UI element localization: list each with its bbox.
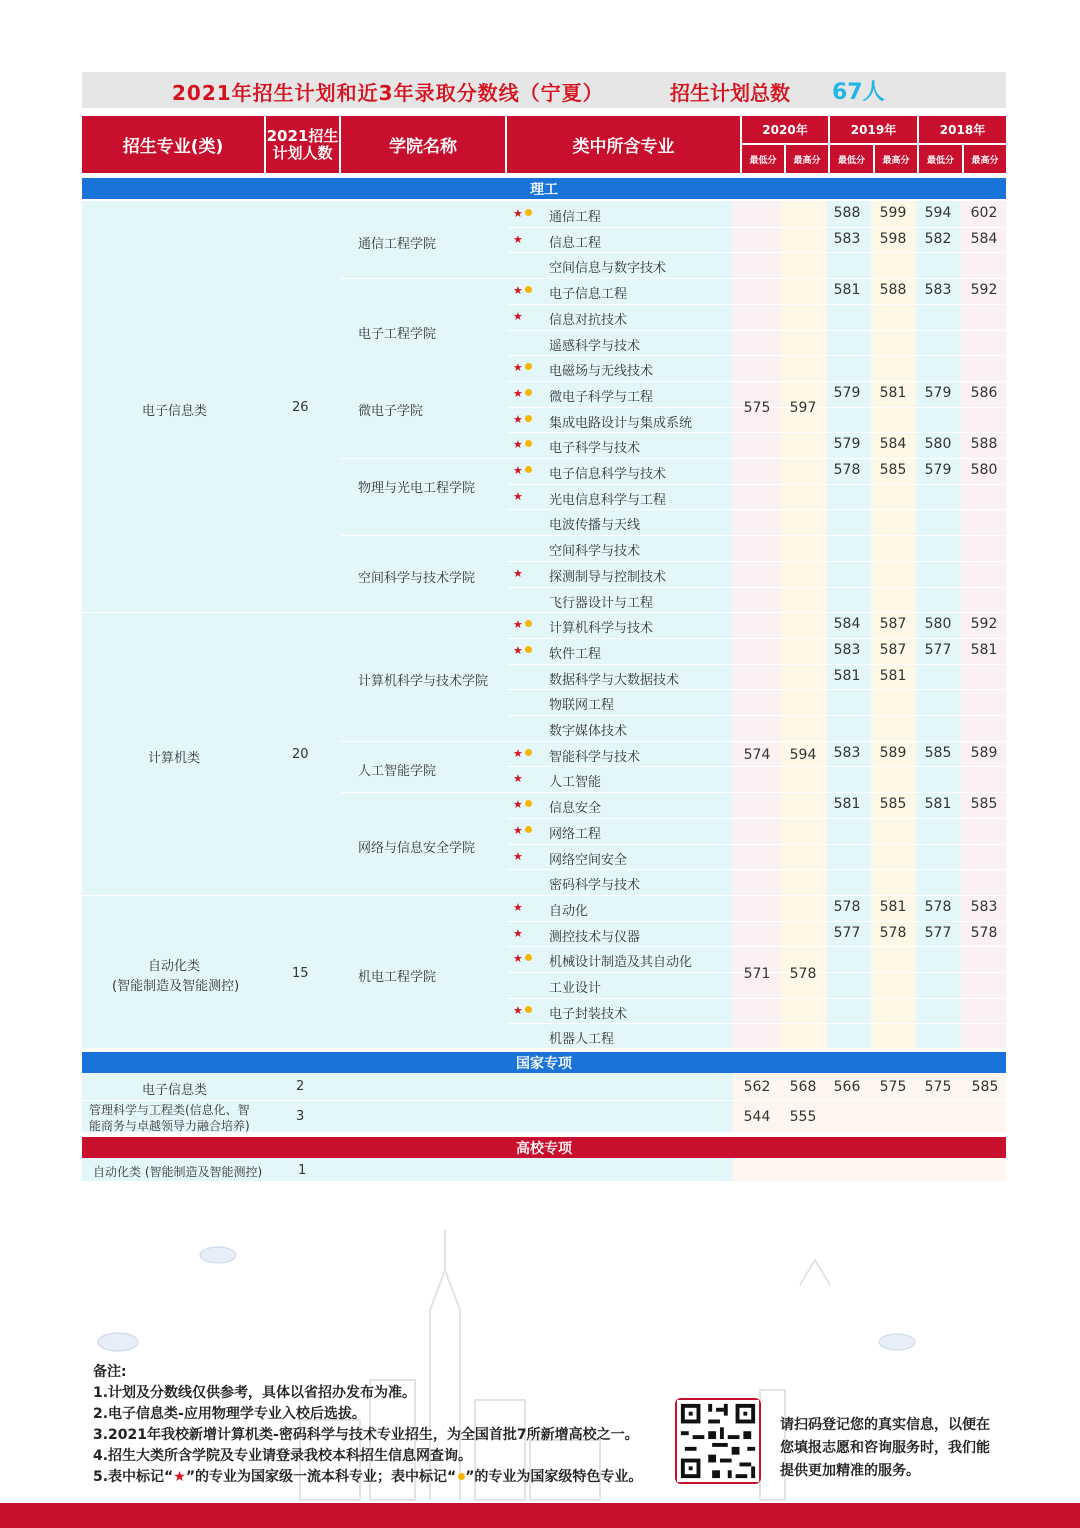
header-plan: [266, 116, 339, 173]
group-electronic-min2020: 575: [743, 400, 771, 416]
school-ai: 人工智能学院: [358, 764, 437, 779]
national-row1-s20max: 568: [789, 1079, 817, 1095]
star-icon: ★: [513, 952, 523, 965]
row-divider: [507, 664, 1006, 665]
star-icon: ★: [513, 284, 523, 297]
major-mark: [513, 490, 523, 503]
score-s18max: 586: [970, 385, 998, 401]
major-name: 空间信息与数字技术: [549, 261, 667, 276]
star-icon: ★: [513, 618, 523, 631]
major-name: 信息工程: [549, 236, 602, 251]
national-row2-s20max: 555: [789, 1109, 817, 1125]
score-s18min: 585: [924, 745, 952, 761]
score-s19max: 587: [879, 616, 907, 632]
row-divider: [507, 689, 1006, 690]
dot-icon: [525, 209, 532, 216]
score-s19max: 584: [879, 436, 907, 452]
note-5: [93, 1467, 642, 1488]
major-mark: [513, 798, 532, 811]
bottom-bar: [0, 1503, 1080, 1528]
star-icon: ★: [513, 361, 523, 374]
major-mark: [513, 567, 523, 580]
row-divider: [507, 921, 1006, 922]
national-row2-name-2: 能商务与卓越领导力融合培养): [89, 1119, 250, 1133]
major-mark: [513, 850, 523, 863]
star-icon: ★: [513, 798, 523, 811]
school-divider: [341, 792, 507, 793]
school-computer-science: 计算机科学与技术学院: [358, 674, 489, 689]
school-cyber-security: 网络与信息安全学院: [358, 841, 476, 856]
row-divider: [507, 278, 1006, 279]
score-s18min: 580: [924, 616, 952, 632]
star-icon: ★: [513, 927, 523, 940]
dot-icon: [525, 415, 532, 422]
major-mark: [513, 233, 523, 246]
section-science: 理工: [82, 178, 1006, 199]
school-divider: [341, 458, 507, 459]
row-divider: [507, 381, 1006, 382]
row-divider: [507, 458, 1006, 459]
header-min-2018: 最低分: [919, 145, 962, 173]
score-s19min: 578: [833, 462, 861, 478]
header-school: 学院名称: [341, 116, 505, 173]
dot-icon: [525, 389, 532, 396]
note-5-b: ”的专业为国家级一流本科专业；表中标记“: [185, 1469, 457, 1485]
national-row1-s18max: 585: [971, 1079, 999, 1095]
dot-icon: [525, 363, 532, 370]
major-mark: [513, 387, 532, 400]
row-divider: [507, 946, 1006, 947]
group-automation-name: 自动化类: [148, 959, 201, 974]
school-electronic-eng: 电子工程学院: [358, 327, 437, 342]
score-s19max: 578: [879, 925, 907, 941]
score-s18max: 602: [970, 205, 998, 221]
header-max-2019: 最高分: [875, 145, 917, 173]
school-divider: [341, 535, 507, 536]
score-s19min: 579: [833, 385, 861, 401]
major-name: 智能科学与技术: [549, 750, 641, 765]
row-divider: [507, 587, 1006, 588]
score-s18min: 594: [924, 205, 952, 221]
group-divider: [733, 895, 827, 896]
row-divider: [507, 638, 1006, 639]
notes: [93, 1362, 642, 1488]
group-automation-min2020: 571: [743, 966, 771, 982]
row-divider: [507, 741, 1006, 742]
score-s19max: 589: [879, 745, 907, 761]
header-year-2018: 2018年: [919, 116, 1006, 143]
row-divider: [507, 869, 1006, 870]
score-s19max: 588: [879, 282, 907, 298]
score-s19max: 598: [879, 231, 907, 247]
group-electronic-name: 电子信息类: [142, 404, 208, 419]
national-row1-s20min: 562: [743, 1079, 771, 1095]
national-row2-s20min: 544: [743, 1109, 771, 1125]
score-s18max: 592: [970, 616, 998, 632]
score-s18min: 578: [924, 899, 952, 915]
star-icon: ★: [513, 901, 523, 914]
row-divider: [507, 304, 1006, 305]
major-name: 集成电路设计与集成系统: [549, 416, 693, 431]
school-mechatronics: 机电工程学院: [358, 970, 437, 985]
major-mark: [513, 952, 532, 965]
row-divider: [507, 766, 1006, 767]
major-mark: [513, 747, 532, 760]
major-name: 遥感科学与技术: [549, 339, 641, 354]
major-name: 网络空间安全: [549, 853, 628, 868]
major-mark: [513, 927, 523, 940]
qr-text-line1: 请扫码登记您的真实信息，以便在: [780, 1417, 990, 1433]
star-icon: ★: [513, 464, 523, 477]
dot-icon: [525, 620, 532, 627]
dot-icon: [525, 286, 532, 293]
major-name: 人工智能: [549, 775, 602, 790]
row-divider: [507, 998, 1006, 999]
major-mark: [513, 1004, 532, 1017]
school-communication: 通信工程学院: [358, 237, 437, 252]
major-name: 电子封装技术: [549, 1007, 628, 1022]
national-row1-plan: 2: [296, 1079, 305, 1094]
score-s19min: 584: [833, 616, 861, 632]
row-divider: [507, 509, 1006, 510]
major-name: 空间科学与技术: [549, 544, 641, 559]
total-value: 67人: [832, 80, 885, 105]
score-s18min: 577: [924, 642, 952, 658]
row-divider: [507, 330, 1006, 331]
school-physics-optoelectronic: 物理与光电工程学院: [358, 481, 476, 496]
major-name: 电波传播与天线: [549, 518, 641, 533]
dot-icon: [525, 954, 532, 961]
major-mark: [513, 644, 532, 657]
major-name: 密码科学与技术: [549, 878, 641, 893]
star-icon: ★: [513, 207, 523, 220]
major-name: 物联网工程: [549, 698, 615, 713]
note-2: 2.电子信息类-应用物理学专业入校后选拔。: [93, 1406, 366, 1422]
score-s19min: 583: [833, 231, 861, 247]
major-mark: [513, 284, 532, 297]
note-5-c: ”的专业为国家级特色专业。: [465, 1469, 643, 1485]
header-year-2020: 2020年: [742, 116, 828, 143]
title-bar: [82, 72, 1006, 108]
major-name: 电磁场与无线技术: [549, 364, 654, 379]
major-mark: [513, 824, 532, 837]
group-divider: [82, 895, 341, 896]
qr-text-line2: 您填报志愿和咨询服务时，我们能: [780, 1440, 990, 1456]
row-divider: [507, 252, 1006, 253]
dot-icon: [525, 646, 532, 653]
header-min-2020: 最低分: [742, 145, 784, 173]
row-divider: [507, 432, 1006, 433]
group-automation-plan: 15: [292, 966, 309, 981]
star-icon: ★: [513, 387, 523, 400]
major-name: 工业设计: [549, 981, 602, 996]
major-name: 光电信息科学与工程: [549, 493, 667, 508]
score-s18max: 585: [970, 796, 998, 812]
group-computer-plan: 20: [292, 747, 309, 762]
header-max-2020: 最高分: [786, 145, 828, 173]
cloud-3: [879, 1334, 915, 1350]
header-max-2018: 最高分: [964, 145, 1006, 173]
qr-code[interactable]: [675, 1398, 761, 1484]
major-name: 网络工程: [549, 827, 602, 842]
major-mark: [513, 310, 523, 323]
qr-instructions: [780, 1414, 990, 1483]
major-name: 飞行器设计与工程: [549, 596, 654, 611]
star-icon: ★: [513, 772, 523, 785]
major-name: 微电子科学与工程: [549, 390, 654, 405]
college-row1-name: 自动化类 (智能制造及智能测控): [93, 1165, 263, 1179]
note-3: 3.2021年我校新增计算机类-密码科学与技术专业招生，为全国首批7所新增高校之一。: [93, 1427, 639, 1443]
group-divider: [733, 612, 827, 613]
dot-icon: [525, 749, 532, 756]
major-name: 测控技术与仪器: [549, 930, 641, 945]
score-s18max: 580: [970, 462, 998, 478]
cloud-2: [200, 1247, 236, 1263]
national-row1-s19max: 575: [879, 1079, 907, 1095]
score-s19max: 581: [879, 385, 907, 401]
page-title: 2021年招生计划和近3年录取分数线（宁夏）: [172, 81, 604, 105]
star-icon: ★: [513, 567, 523, 580]
score-s19min: 581: [833, 282, 861, 298]
major-name: 自动化: [549, 904, 589, 919]
qr-text-line3: 提供更加精准的服务。: [780, 1463, 920, 1479]
score-s18max: 588: [970, 436, 998, 452]
score-s19min: 577: [833, 925, 861, 941]
star-icon: ★: [513, 490, 523, 503]
star-icon: ★: [513, 413, 523, 426]
star-icon: ★: [513, 747, 523, 760]
note-4: 4.招生大类所含学院及专业请登录我校本科招生信息网查询。: [93, 1448, 473, 1464]
national-row2-plan: 3: [296, 1109, 305, 1124]
score-s18min: 577: [924, 925, 952, 941]
row-divider: [507, 715, 1006, 716]
header-major-class: 招生专业(类): [82, 116, 264, 173]
score-s19min: 578: [833, 899, 861, 915]
score-s18max: 584: [970, 231, 998, 247]
group-automation-max2020: 578: [789, 966, 817, 982]
group-divider: [82, 612, 341, 613]
section-national: 国家专项: [82, 1052, 1006, 1073]
major-name: 数据科学与大数据技术: [549, 673, 680, 688]
note-5-star-icon: ★: [173, 1469, 186, 1485]
school-divider: [341, 278, 507, 279]
school-space-science: 空间科学与技术学院: [358, 571, 476, 586]
group-computer-name: 计算机类: [148, 751, 201, 766]
score-s19max: 581: [879, 899, 907, 915]
row-divider: [507, 355, 1006, 356]
star-icon: ★: [513, 824, 523, 837]
header-year-2019: 2019年: [830, 116, 917, 143]
total-label: 招生计划总数: [670, 81, 790, 105]
score-s18min: 582: [924, 231, 952, 247]
major-name: 电子信息工程: [549, 287, 628, 302]
group-automation-name-2: (智能制造及智能测控): [112, 979, 240, 994]
dot-icon: [525, 466, 532, 473]
score-s18min: 580: [924, 436, 952, 452]
score-s19max: 599: [879, 205, 907, 221]
score-s18min: 579: [924, 385, 952, 401]
score-s18max: 578: [970, 925, 998, 941]
college-row1-plan: 1: [298, 1163, 307, 1178]
section-college: 高校专项: [82, 1137, 1006, 1158]
star-icon: ★: [513, 233, 523, 246]
major-name: 信息对抗技术: [549, 313, 628, 328]
major-name: 软件工程: [549, 647, 602, 662]
star-icon: ★: [513, 1004, 523, 1017]
notes-heading: 备注:: [93, 1364, 127, 1380]
major-mark: [513, 464, 532, 477]
major-mark: [513, 361, 532, 374]
major-name: 信息安全: [549, 801, 602, 816]
group-computer-max2020: 594: [789, 747, 817, 763]
major-name: 计算机科学与技术: [549, 621, 654, 636]
score-s18max: 589: [970, 745, 998, 761]
group-electronic-plan: 26: [292, 400, 309, 415]
national-row2-name-1: 管理科学与工程类(信息化、智: [89, 1103, 250, 1117]
cloud-1: [98, 1333, 138, 1351]
score-s19max: 585: [879, 462, 907, 478]
row-divider: [507, 818, 1006, 819]
score-s19min: 588: [833, 205, 861, 221]
major-name: 电子信息科学与技术: [549, 467, 667, 482]
dot-icon: [525, 800, 532, 807]
score-s18min: 581: [924, 796, 952, 812]
satellite-tower: [800, 1260, 830, 1285]
group-computer-min2020: 574: [743, 747, 771, 763]
major-name: 机器人工程: [549, 1032, 615, 1047]
school-divider: [341, 741, 507, 742]
group-electronic-max2020: 597: [789, 400, 817, 416]
score-s19min: 581: [833, 668, 861, 684]
major-mark: [513, 207, 532, 220]
header-plan-line2: 计划人数: [272, 143, 333, 162]
row-divider: [507, 535, 1006, 536]
national-row1-name: 电子信息类: [142, 1083, 208, 1098]
school-divider: [341, 612, 507, 613]
header-plan-line1: 2021招生: [266, 126, 339, 145]
national-row1-s18min: 575: [924, 1079, 952, 1095]
score-s19min: 581: [833, 796, 861, 812]
major-name: 探测制导与控制技术: [549, 570, 667, 585]
note-5-a: 5.表中标记“: [93, 1469, 174, 1485]
star-icon: ★: [513, 310, 523, 323]
score-s18min: 579: [924, 462, 952, 478]
national-row1-s19min: 566: [833, 1079, 861, 1095]
major-name: 数字媒体技术: [549, 724, 628, 739]
dot-icon: [525, 826, 532, 833]
major-name: 机械设计制造及其自动化: [549, 955, 693, 970]
score-s19min: 583: [833, 745, 861, 761]
row-divider: [507, 792, 1006, 793]
major-mark: [513, 438, 532, 451]
row-divider: [507, 484, 1006, 485]
score-s19min: 583: [833, 642, 861, 658]
star-icon: ★: [513, 438, 523, 451]
header-included-majors: 类中所含专业: [507, 116, 740, 173]
school-divider: [341, 895, 507, 896]
row-divider: [507, 844, 1006, 845]
major-mark: [513, 772, 523, 785]
note-1: 1.计划及分数线仅供参考，具体以省招办发布为准。: [93, 1385, 417, 1401]
score-s18max: 581: [970, 642, 998, 658]
score-s18max: 583: [970, 899, 998, 915]
score-s18min: 583: [924, 282, 952, 298]
major-name: 通信工程: [549, 210, 602, 225]
major-mark: [513, 901, 523, 914]
score-s19min: 579: [833, 436, 861, 452]
header-min-2019: 最低分: [830, 145, 873, 173]
score-s19max: 585: [879, 796, 907, 812]
major-mark: [513, 618, 532, 631]
star-icon: ★: [513, 850, 523, 863]
college-bg-scores: [733, 1158, 1006, 1181]
row-divider: [507, 561, 1006, 562]
major-name: 电子科学与技术: [549, 441, 641, 456]
row-divider: [507, 227, 1006, 228]
score-s19max: 581: [879, 668, 907, 684]
qr-code-icon: [677, 1400, 759, 1482]
dot-icon: [525, 1006, 532, 1013]
score-s18max: 592: [970, 282, 998, 298]
dot-icon: [525, 440, 532, 447]
row-divider: [507, 1023, 1006, 1024]
major-mark: [513, 413, 532, 426]
score-s19max: 587: [879, 642, 907, 658]
star-icon: ★: [513, 644, 523, 657]
school-microelectronics: 微电子学院: [358, 404, 424, 419]
